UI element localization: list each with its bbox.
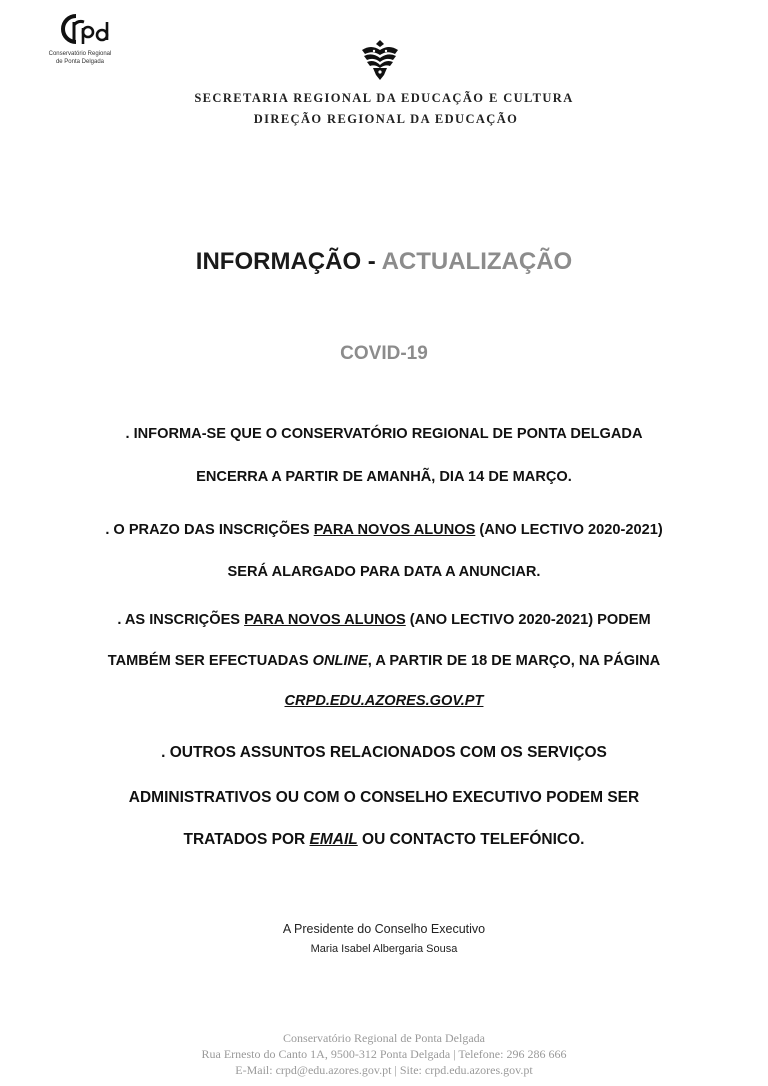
- notice-2-underlined: PARA NOVOS ALUNOS: [313, 522, 476, 538]
- logo-subtitle-line1: Conservatório Regional: [48, 51, 112, 57]
- notice-1-line-2: ENCERRA A PARTIR DE AMANHÃ, DIA 14 DE MARÇO.: [196, 469, 572, 485]
- header-direcao: DIREÇÃO REGIONAL DA EDUCAÇÃO: [253, 112, 519, 126]
- conservatorio-logo: [40, 10, 120, 68]
- notice-4-post: OU CONTACTO TELEFÓNICO.: [357, 831, 585, 848]
- notice-4-line-2: ADMINISTRATIVOS OU COM O CONSELHO EXECUTIVO PODEM SER: [128, 789, 640, 806]
- footer-contacts: E-Mail: crpd@edu.azores.gov.pt | Site: crpd.edu.azores.gov.pt: [235, 1063, 533, 1077]
- notice-4-line-3: [0, 831, 768, 849]
- logo-subtitle: [40, 50, 120, 66]
- notice-3-line-2-post: , A PARTIR DE 18 DE MARÇO, NA PÁGINA: [367, 653, 661, 669]
- title-main: INFORMAÇÃO -: [195, 248, 382, 275]
- notice-3-line-1: [0, 612, 768, 628]
- notice-4-pre: TRATADOS POR: [183, 831, 310, 848]
- notice-2-line-1: [0, 522, 768, 538]
- notice-2-post: (ANO LECTIVO 2020-2021): [475, 522, 663, 538]
- page-subtitle: COVID-19: [340, 343, 428, 364]
- notice-3-pre: . AS INSCRIÇÕES: [117, 612, 245, 628]
- crpd-logo-mark: [54, 10, 114, 50]
- notice-2-line-2: SERÁ ALARGADO PARA DATA A ANUNCIAR.: [227, 564, 541, 580]
- title-accent: ACTUALIZAÇÃO: [381, 248, 573, 275]
- notice-4-line-1: . OUTROS ASSUNTOS RELACIONADOS COM OS SERVIÇOS: [161, 744, 607, 761]
- notice-4-email: EMAIL: [309, 831, 358, 848]
- notice-3-line-2-pre: TAMBÉM SER EFECTUADAS: [107, 653, 313, 669]
- header-secretaria: SECRETARIA REGIONAL DA EDUCAÇÃO E CULTURA: [194, 91, 574, 105]
- notice-3-underlined: PARA NOVOS ALUNOS: [244, 612, 406, 628]
- notice-1-line-1: . INFORMA-SE QUE O CONSERVATÓRIO REGIONAL DE PONTA DELGADA: [125, 426, 643, 442]
- website-link[interactable]: CRPD.EDU.AZORES.GOV.PT: [284, 693, 484, 709]
- signature-name: Maria Isabel Albergaria Sousa: [310, 943, 458, 955]
- notice-3-link-line: [0, 693, 768, 709]
- notice-3-line-2: [0, 653, 768, 669]
- signature-role: A Presidente do Conselho Executivo: [282, 922, 486, 936]
- azores-crest-icon: [359, 38, 401, 82]
- notice-3-online: ONLINE: [312, 653, 368, 669]
- notice-2-pre: . O PRAZO DAS INSCRIÇÕES: [105, 522, 314, 538]
- notice-3-post: (ANO LECTIVO 2020-2021) PODEM: [405, 612, 651, 628]
- footer-institution: Conservatório Regional de Ponta Delgada: [283, 1031, 485, 1045]
- logo-subtitle-line2: de Ponta Delgada: [55, 59, 105, 65]
- page-title: [0, 248, 768, 276]
- footer-address: Rua Ernesto do Canto 1A, 9500-312 Ponta Delgada | Telefone: 296 286 666: [201, 1047, 567, 1061]
